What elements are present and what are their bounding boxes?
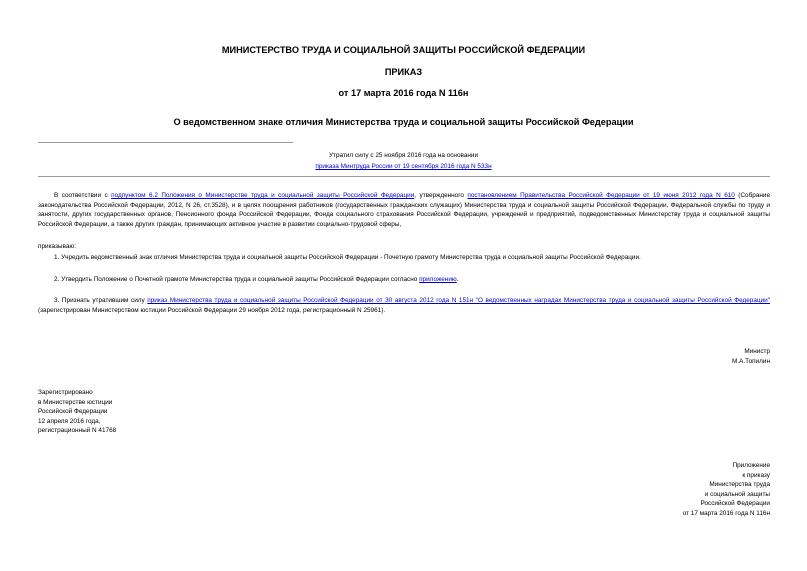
repealed-order-link[interactable]: приказ Министерства труда и социальной защиты Российской Федерации от 30 августа 2012 года N 151н "О ведомственных наградах Министерства труда и социальной защиты Российской Федерации"	[147, 297, 770, 304]
registration-line-5: регистрационный N 41768	[38, 427, 117, 435]
ministry-heading: МИНИСТЕРСТВО ТРУДА И СОЦИАЛЬНОЙ ЗАЩИТЫ РОССИЙСКОЙ ФЕДЕРАЦИИ	[221, 45, 586, 55]
subject-heading: О ведомственном знаке отличия Министерства труда и социальной защиты Российской Федерации	[173, 117, 634, 127]
preamble-text-3: (Собрание законодательства Российской Федерации, 2012, N 26, ст.3528), и в целях поощрения работников (государственных гражданских служащих) Министерства труда и социальной защиты Российской Федерации, Федеральной службы по труду и занятости, других государственных органов, Пенсионного фонда Российской Федерации, Фонда социального страхования Российской Федерации, учреждений и предприятий, подведомственных Министерству труда и социальной защиты Российской Федерации, а также других граждан, принимающих активное участие в развитии социально-трудовой сферы,	[38, 192, 771, 228]
item-2-text: 2. Утвердить Положение о Почетной грамоте Министерства труда и социальной защиты Российской Федерации согласно	[54, 276, 420, 283]
date-number-heading: от 17 марта 2016 года N 116н	[338, 88, 469, 98]
preamble-text-2: , утвержденного	[414, 192, 468, 199]
status-link-line	[0, 162, 807, 172]
preamble-paragraph	[38, 191, 770, 229]
item-2-end: .	[456, 276, 459, 283]
appendix-link[interactable]: приложению	[419, 276, 457, 283]
item-1: 1. Учредить ведомственный знак отличия Министерства труда и социальной защиты Российской Федерации - Почетную грамоту Министерства труда и социальной защиты Российской Федерации.	[54, 254, 641, 261]
appendix-line-5: Российской Федерации	[700, 500, 770, 508]
signature-name: М.А.Топилин	[732, 357, 770, 365]
registration-line-1: Зарегистрировано	[38, 389, 93, 396]
signature-block	[570, 347, 770, 366]
registration-block	[38, 388, 288, 436]
appendix-line-2: к приказу	[742, 471, 770, 479]
preamble-text-1: В соответствии с	[54, 192, 112, 199]
item-2	[38, 275, 770, 285]
doc-type-heading: ПРИКАЗ	[384, 67, 423, 77]
registration-line-2: в Министерстве юстиции	[38, 398, 113, 406]
appendix-block	[520, 461, 770, 519]
item-3-text: 3. Признать утратившим силу	[54, 297, 148, 304]
appendix-line-6: от 17 марта 2016 года N 116н	[682, 509, 770, 517]
signature-position: Министр	[744, 348, 770, 355]
appendix-line-3: Министерства труда	[709, 481, 770, 489]
registration-line-4: 12 апреля 2016 года,	[38, 417, 101, 425]
registration-line-3: Российской Федерации	[38, 408, 108, 416]
item-3	[38, 296, 770, 315]
order-word: приказываю:	[38, 243, 76, 250]
repeal-order-link[interactable]: приказа Минтруда России от 19 сентября 2016 года N 533н	[315, 163, 492, 170]
appendix-line-1: Приложение	[732, 462, 770, 469]
government-decree-link[interactable]: постановлением Правительства Российской Федерации от 19 июня 2012 года N 610	[467, 192, 735, 199]
appendix-line-4: и социальной защиты	[704, 490, 770, 498]
status-note: Утратил силу с 25 ноября 2016 года на основании	[328, 152, 479, 159]
short-divider	[38, 142, 293, 143]
item-3-end: (зарегистрирован Министерством юстиции Российской Федерации 29 ноября 2012 года, регистрационный N 25961).	[38, 306, 386, 314]
full-divider	[38, 176, 770, 177]
regulation-clause-link[interactable]: подпунктом 6.2 Положения о Министерстве труда и социальной защиты Российской Федерации	[111, 192, 415, 199]
